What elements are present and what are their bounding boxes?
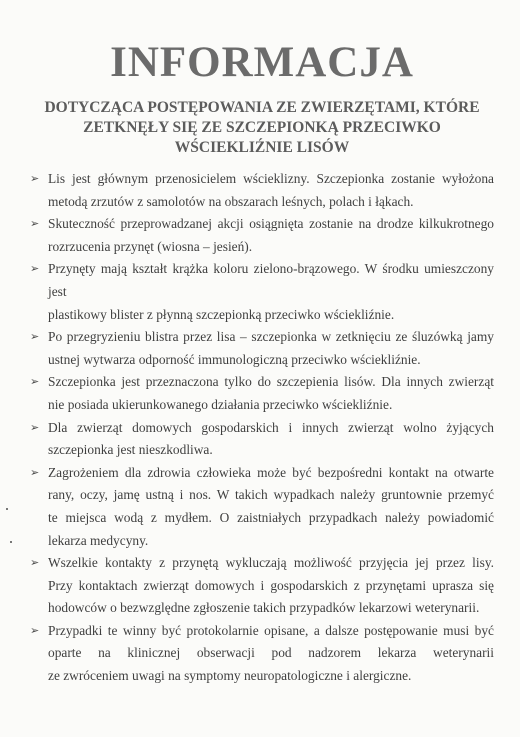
list-item-line: szczepionka jest nieszkodliwa. <box>48 442 213 458</box>
arrow-bullet-icon: ➢ <box>30 217 40 231</box>
list-item-line: oparte na klinicznej obserwacji pod nadzorem lekarza weterynarii <box>48 645 494 661</box>
list-item <box>30 417 494 462</box>
list-item-line: ustnej wytwarza odporność immunologiczną przeciwko wściekliźnie. <box>48 351 421 367</box>
arrow-bullet-icon: ➢ <box>30 420 40 434</box>
list-item-line: Szczepionka jest przeznaczona tylko do szczepienia lisów. Dla innych zwierząt <box>48 374 494 390</box>
list-item <box>30 552 494 620</box>
list-item <box>30 168 494 213</box>
list-item-line: plastikowy blister z płynną szczepionką przeciwko wściekliźnie. <box>48 306 395 322</box>
list-item-line: te miejsca wodą z mydłem. O zaistniałych przypadkach należy powiadomić <box>48 509 494 525</box>
list-item-line: Zagrożeniem dla zdrowia człowieka może być bezpośredni kontakt na otwarte <box>48 464 494 480</box>
list-item-line: Przynęty mają kształt krążka koloru zielono-brązowego. W środku umieszczony jest <box>48 261 494 299</box>
list-item-line: Lis jest głównym przenosicielem wścieklizny. Szczepionka zostanie wyłożona <box>48 171 494 186</box>
list-item-line: hodowców o bezwzględne zgłoszenie takich przypadków lekarzowi weterynarii. <box>48 600 480 616</box>
list-item <box>30 258 494 326</box>
arrow-bullet-icon: ➢ <box>30 465 40 479</box>
list-item <box>30 462 494 552</box>
list-item <box>30 371 494 416</box>
subtitle-line: WŚCIEKLIŹNIE LISÓW <box>174 139 350 156</box>
list-item-line: nie posiada ukierunkowanego działania przeciwko wściekliźnie. <box>48 396 393 412</box>
arrow-bullet-icon: ➢ <box>30 262 40 276</box>
information-list <box>30 168 494 688</box>
list-item-line: Skuteczność przeprowadzanej akcji osiągnięta zostanie na drodze kilkukrotnego <box>48 216 494 232</box>
scan-speck <box>10 541 12 543</box>
arrow-bullet-icon: ➢ <box>30 330 40 344</box>
list-item-line: Po przegryzieniu blistra przez lisa – szczepionka w zetknięciu ze śluzówką jamy <box>48 329 494 345</box>
list-item-line: rozrzucenia przynęt (wiosna – jesień). <box>48 238 253 254</box>
list-item-line: ze zwróceniem uwagi na symptomy neuropatologiczne i alergiczne. <box>48 668 412 684</box>
list-item <box>30 620 494 688</box>
arrow-bullet-icon: ➢ <box>30 556 40 570</box>
list-item-line: metodą zrzutów z samolotów na obszarach leśnych, polach i łąkach. <box>48 193 414 209</box>
subtitle-line: DOTYCZĄCA POSTĘPOWANIA ZE ZWIERZĘTAMI, KTÓRE <box>44 99 480 116</box>
list-item-line: Wszelkie kontakty z przynętą wykluczają możliwość przyjęcia jej przez lisy. <box>48 555 494 571</box>
list-item-line: lekarza medycyny. <box>48 532 149 548</box>
list-item-line: Przypadki te winny być protokolarnie opisane, a dalsze postępowanie musi być <box>48 622 494 638</box>
arrow-bullet-icon: ➢ <box>30 172 40 185</box>
list-item-line: Dla zwierząt domowych gospodarskich i innych zwierząt wolno żyjących <box>48 419 494 435</box>
document-subtitle <box>30 98 494 158</box>
arrow-bullet-icon: ➢ <box>30 375 40 389</box>
list-item-line: Przy kontaktach zwierząt domowych i gospodarskich z przynętami uprasza się <box>48 577 494 593</box>
list-item-line: rany, oczy, jamę ustną i nos. W takich wypadkach należy gruntownie przemyć <box>48 487 494 503</box>
list-item <box>30 326 494 371</box>
list-item <box>30 213 494 258</box>
arrow-bullet-icon: ➢ <box>30 623 40 637</box>
document-title: INFORMACJA <box>110 39 414 86</box>
scan-speck <box>6 508 8 510</box>
subtitle-line: ZETKNĘŁY SIĘ ZE SZCZEPIONKĄ PRZECIWKO <box>83 119 441 136</box>
